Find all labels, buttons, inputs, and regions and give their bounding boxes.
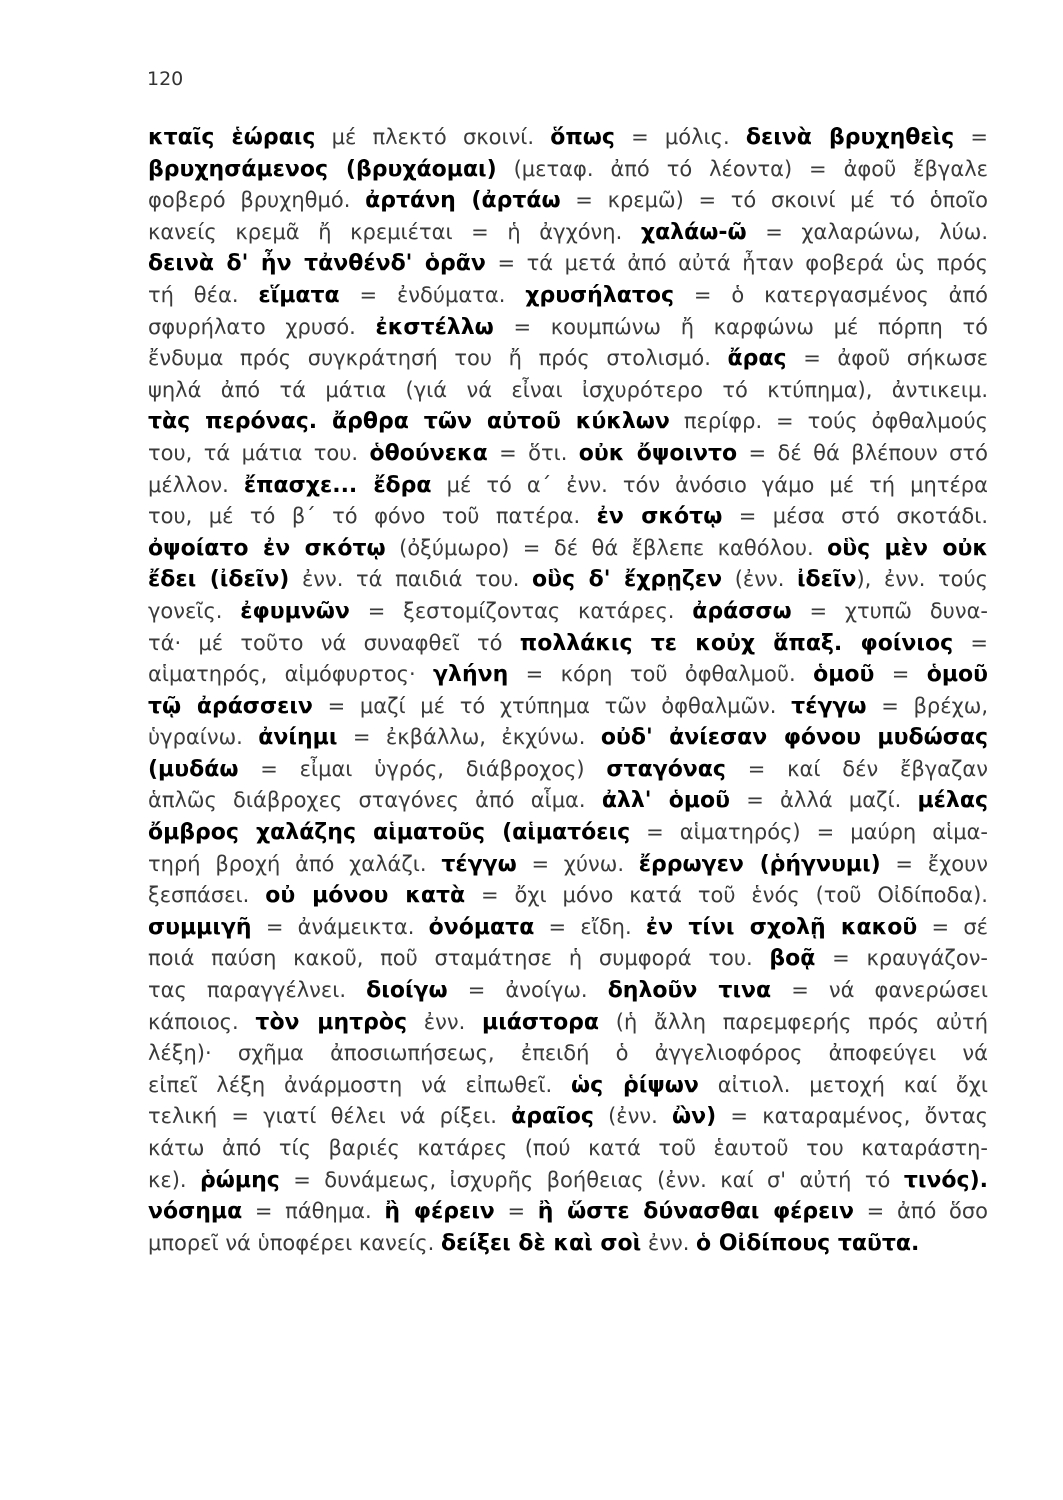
lemma-term: ἀράσσω — [692, 598, 792, 624]
gloss-text: μέλλον. — [148, 472, 244, 497]
text-line — [148, 154, 988, 186]
gloss-text: = ἐκβάλλω, ἐκχύνω. — [337, 725, 601, 750]
gloss-text: (ἐνν. — [722, 567, 797, 592]
gloss-text: αἰτιολ. μετοχή καί ὄχι — [698, 1072, 988, 1097]
gloss-text: = εἶμαι ὑγρός, διάβροχος) — [238, 756, 607, 781]
lemma-term: δείξει δὲ καὶ σοὶ — [440, 1230, 642, 1256]
lemma-term: διοίγω — [366, 978, 448, 1004]
lemma-term: ὁμοῦ — [926, 662, 989, 688]
lemma-term: ὁ Οἰδίπους ταῦτα. — [696, 1230, 920, 1256]
lemma-term: ἀλλ' ὁμοῦ — [601, 788, 730, 814]
gloss-text: = μέσα στό σκοτάδι. — [722, 504, 988, 529]
page-number: 120 — [147, 68, 184, 90]
gloss-text: = σέ — [917, 914, 988, 939]
text-line — [148, 248, 988, 280]
lemma-term: εἵματα — [258, 282, 340, 308]
text-line — [148, 1070, 988, 1102]
text-line — [148, 533, 988, 565]
lemma-term: οὓς μὲν οὐκ — [827, 535, 988, 561]
gloss-text: γονεῖς. — [148, 598, 241, 623]
gloss-text: = μόλις. — [614, 125, 746, 149]
lemma-term: ἔρρωγεν (ῥήγνυμι) — [638, 851, 881, 877]
gloss-text: = ὁ κατεργασμένος ἀπό — [674, 282, 988, 307]
gloss-text: του, μέ τό β΄ τό φόνο τοῦ πατέρα. — [148, 504, 597, 529]
text-line — [148, 470, 988, 502]
gloss-text: = δέ θά βλέπουν στό — [737, 440, 988, 465]
gloss-text: = ἀφοῦ σήκωσε — [786, 346, 989, 371]
lemma-term: ἔδει (ἰδεῖν) — [148, 567, 290, 593]
gloss-text: (ὀξύμωρο) = δέ θά ἔβλεπε καθόλου. — [385, 535, 828, 560]
lemma-term: ὢν) — [672, 1104, 717, 1130]
gloss-text: περίφρ. = τούς ὀφθαλμούς — [669, 409, 988, 434]
gloss-text: ἁπλῶς διάβροχες σταγόνες ἀπό αἷμα. — [148, 788, 602, 813]
text-line — [148, 754, 988, 786]
gloss-text: = χαλαρώνω, λύω. — [746, 219, 988, 244]
gloss-text: τελική = γιατί θέλει νά ρίξει. — [148, 1104, 512, 1129]
lemma-term: μιάστορα — [482, 1009, 600, 1035]
text-line — [148, 375, 988, 407]
gloss-text: = κουμπώνω ἤ καρφώνω μέ πόρπη τό — [493, 314, 988, 339]
gloss-text: ἔνδυμα πρός συγκράτησή του ἤ πρός στολισμό. — [148, 346, 728, 371]
lemma-term: νόσημα — [148, 1199, 243, 1225]
lemma-term: ἢ φέρειν — [384, 1199, 495, 1225]
lemma-term: βοᾷ — [769, 946, 816, 972]
gloss-text: = κόρη τοῦ ὀφθαλμοῦ. — [508, 662, 814, 687]
gloss-text: = καί δέν ἔβγαζαν — [725, 756, 988, 781]
gloss-text: μέ πλεκτό σκοινί. — [315, 125, 551, 149]
text-line — [148, 691, 988, 723]
text-line — [148, 564, 988, 596]
gloss-text: ἐνν. — [641, 1230, 697, 1255]
gloss-text: (ἐνν. — [593, 1104, 673, 1129]
gloss-text: = ὅτι. — [487, 440, 579, 465]
text-line — [148, 343, 988, 375]
lemma-term: χρυσήλατος — [525, 282, 675, 308]
gloss-text: ἐνν. — [407, 1009, 483, 1034]
text-line — [148, 817, 988, 849]
text-line — [148, 438, 988, 470]
lemma-term: συμμιγῆ — [148, 914, 252, 940]
gloss-text: = ἀλλά μαζί. — [730, 788, 918, 813]
lemma-term: ἀραῖος — [511, 1104, 594, 1130]
gloss-text: = βρέχω, — [866, 693, 988, 718]
gloss-text: ποιά παύση κακοῦ, ποῦ σταμάτησε ἡ συμφορά του. — [148, 946, 770, 971]
gloss-text: = ἀνοίγω. — [447, 978, 608, 1003]
lemma-term: οὐκ ὄψοιντο — [578, 440, 738, 466]
gloss-text: σφυρήλατο χρυσό. — [148, 314, 376, 339]
gloss-text: (μεταφ. ἀπό τό λέοντα) = ἀφοῦ ἔβγαλε — [496, 156, 988, 181]
lemma-term: δηλοῦν τινα — [607, 978, 772, 1004]
text-line — [148, 406, 988, 438]
gloss-text: = ἀνάμεικτα. — [251, 914, 429, 939]
lemma-term: πολλάκις τε κοὐχ ἅπαξ. φοίνιος — [519, 630, 954, 656]
text-line — [148, 912, 988, 944]
text-line — [148, 975, 988, 1007]
lemma-term: βρυχησάμενος (βρυχάομαι) — [148, 156, 497, 182]
gloss-text: του, τά μάτια του. — [148, 440, 370, 465]
lemma-term: οὐδ' ἀνίεσαν φόνου μυδώσας — [600, 725, 988, 751]
text-line — [148, 1196, 988, 1228]
gloss-text: = νά φανερώσει — [771, 978, 988, 1003]
lemma-term: τινός). — [903, 1167, 988, 1193]
gloss-text: ἐνν. τά παιδιά του. — [289, 567, 533, 592]
lemma-term: ὅπως — [550, 125, 615, 150]
text-line — [148, 1101, 988, 1133]
lemma-term: ὁμοῦ — [813, 662, 875, 688]
text-line — [148, 943, 988, 975]
gloss-text: = κραυγάζον- — [815, 946, 988, 971]
gloss-text: = μαζί μέ τό χτύπημα τῶν ὀφθαλμῶν. — [312, 693, 792, 718]
text-line — [148, 1133, 988, 1165]
text-line — [148, 722, 988, 754]
lemma-term: τέγγω — [441, 851, 517, 877]
lemma-term: (μυδάω — [148, 756, 239, 782]
lemma-term: δεινὰ βρυχηθεὶς — [745, 125, 955, 150]
lemma-term: ἔπασχε... ἔδρα — [243, 472, 432, 498]
gloss-text: = — [874, 662, 927, 687]
lemma-term: ἐν τίνι σχολῇ κακοῦ — [645, 914, 918, 940]
gloss-text: = ὄχι μόνο κατά τοῦ ἑνός (τοῦ Οἰδίποδα). — [465, 883, 988, 908]
gloss-text: μπορεῖ νά ὑποφέρει κανείς. — [148, 1230, 441, 1255]
gloss-text: (ἡ ἄλλη παρεμφερής πρός αὐτή — [599, 1009, 989, 1034]
gloss-text: ), ἐνν. τούς — [856, 567, 988, 592]
gloss-text: κάτω ἀπό τίς βαριές κατάρες (πού κατά τοῦ ἑαυτοῦ του καταράστη- — [148, 1136, 988, 1160]
gloss-text: = τά μετά ἀπό αὐτά ἦταν φοβερά ὡς πρός — [485, 251, 988, 276]
text-line — [148, 1038, 988, 1070]
lemma-term: ῥώμης — [200, 1167, 280, 1193]
lemma-term: ἰδεῖν — [796, 567, 857, 593]
gloss-text: κανείς κρεμᾶ ἤ κρεμιέται = ἡ ἀγχόνη. — [148, 219, 641, 244]
lemma-term: ἐκστέλλω — [375, 314, 494, 340]
gloss-text: τά· μέ τοῦτο νά συναφθεῖ τό — [148, 630, 520, 655]
lemma-term: μέλας — [917, 788, 988, 814]
lemma-term: ὡς ῥίψων — [571, 1072, 699, 1098]
gloss-text: = δυνάμεως, ἰσχυρῆς βοήθειας (ἐνν. καί σ' αὐτή τό — [279, 1167, 904, 1192]
lemma-term: τὰς περόνας. ἄρθρα τῶν αὐτοῦ κύκλων — [148, 409, 670, 435]
gloss-text: ψηλά ἀπό τά μάτια (γιά νά εἶναι ἰσχυρότερο τό κτύπημα), ἀντικειμ. — [148, 377, 988, 402]
lemma-term: τῷ ἀράσσειν — [148, 693, 313, 719]
lemma-term: τέγγω — [791, 693, 867, 719]
text-line — [148, 1228, 988, 1260]
lemma-term: χαλάω-ῶ — [640, 219, 747, 245]
text-line — [148, 312, 988, 344]
commentary-text — [148, 122, 988, 1259]
text-line — [148, 596, 988, 628]
lemma-term: οὓς δ' ἔχρῃζεν — [532, 567, 723, 593]
gloss-text: τηρή βροχή ἀπό χαλάζι. — [148, 851, 442, 876]
lemma-term: σταγόνας — [606, 756, 726, 782]
gloss-text: κάποιος. — [148, 1009, 256, 1034]
lemma-term: οὐ μόνου κατὰ — [265, 883, 466, 909]
gloss-text: = — [494, 1199, 538, 1224]
gloss-text: κε). — [148, 1167, 201, 1192]
gloss-text: = κρεμῶ) = τό σκοινί μέ τό ὁποῖο — [560, 188, 988, 213]
gloss-text: ξεσπάσει. — [148, 883, 266, 908]
lemma-term: ἄρας — [727, 346, 787, 372]
gloss-text: μέ τό α΄ ἐνν. τόν ἀνόσιο γάμο μέ τή μητέρα — [431, 472, 988, 497]
lemma-term: ἐφυμνῶν — [240, 598, 350, 624]
gloss-text: = ἔχουν — [880, 851, 988, 876]
text-line — [148, 501, 988, 533]
text-line — [148, 1165, 988, 1197]
gloss-text: φοβερό βρυχηθμό. — [148, 188, 366, 213]
gloss-text: = εἴδη. — [534, 914, 646, 939]
text-line — [148, 659, 988, 691]
gloss-text: αἱματηρός, αἱμόφυρτος· — [148, 662, 434, 687]
gloss-text: = — [954, 125, 988, 149]
gloss-text: εἰπεῖ λέξη ἀνάρμοστη νά εἰπωθεῖ. — [148, 1072, 572, 1097]
lemma-term: κταῖς ἑώραις — [148, 125, 316, 150]
gloss-text: = — [953, 630, 988, 655]
text-line — [148, 217, 988, 249]
text-line — [148, 849, 988, 881]
gloss-text: λέξη)· σχῆμα ἀποσιωπήσεως, ἐπειδή ὁ ἀγγελιοφόρος ἀποφεύγει νά — [148, 1041, 988, 1066]
lemma-term: ὁθούνεκα — [369, 440, 488, 466]
lemma-term: ὀψοίατο ἐν σκότῳ — [148, 535, 386, 561]
gloss-text: = χύνω. — [516, 851, 639, 876]
lemma-term: γλήνη — [433, 662, 509, 688]
lemma-term: ὄμβρος χαλάζης αἱματοῦς (αἱματόεις — [148, 820, 631, 846]
gloss-text: = πάθημα. — [242, 1199, 385, 1224]
text-line — [148, 185, 988, 217]
gloss-text: τή θέα. — [148, 282, 259, 307]
text-line — [148, 1007, 988, 1039]
lemma-term: δεινὰ δ' ἦν τἀνθένδ' ὁρᾶν — [148, 251, 486, 277]
lemma-term: ἀνίημι — [258, 725, 338, 751]
lemma-term: ὀνόματα — [428, 914, 535, 940]
text-line — [148, 122, 988, 154]
lemma-term: τὸν μητρὸς — [255, 1009, 408, 1035]
text-line — [148, 280, 988, 312]
text-line — [148, 880, 988, 912]
lemma-term: ἀρτάνη (ἀρτάω — [365, 188, 561, 214]
gloss-text: = αἱματηρός) = μαύρη αἱμα- — [630, 820, 989, 845]
lemma-term: ἐν σκότῳ — [596, 504, 723, 530]
gloss-text: = ἐνδύματα. — [339, 282, 526, 307]
gloss-text: = ξεστομίζοντας κατάρες. — [349, 598, 693, 623]
gloss-text: τας παραγγέλνει. — [148, 978, 367, 1003]
text-line — [148, 628, 988, 660]
gloss-text: = ἀπό ὅσο — [853, 1199, 988, 1224]
text-line — [148, 785, 988, 817]
lemma-term: ἢ ὥστε δύνασθαι φέρειν — [537, 1199, 854, 1225]
gloss-text: ὑγραίνω. — [148, 725, 259, 750]
gloss-text: = χτυπῶ δυνα- — [791, 598, 988, 623]
gloss-text: = καταραμένος, ὄντας — [716, 1104, 988, 1129]
